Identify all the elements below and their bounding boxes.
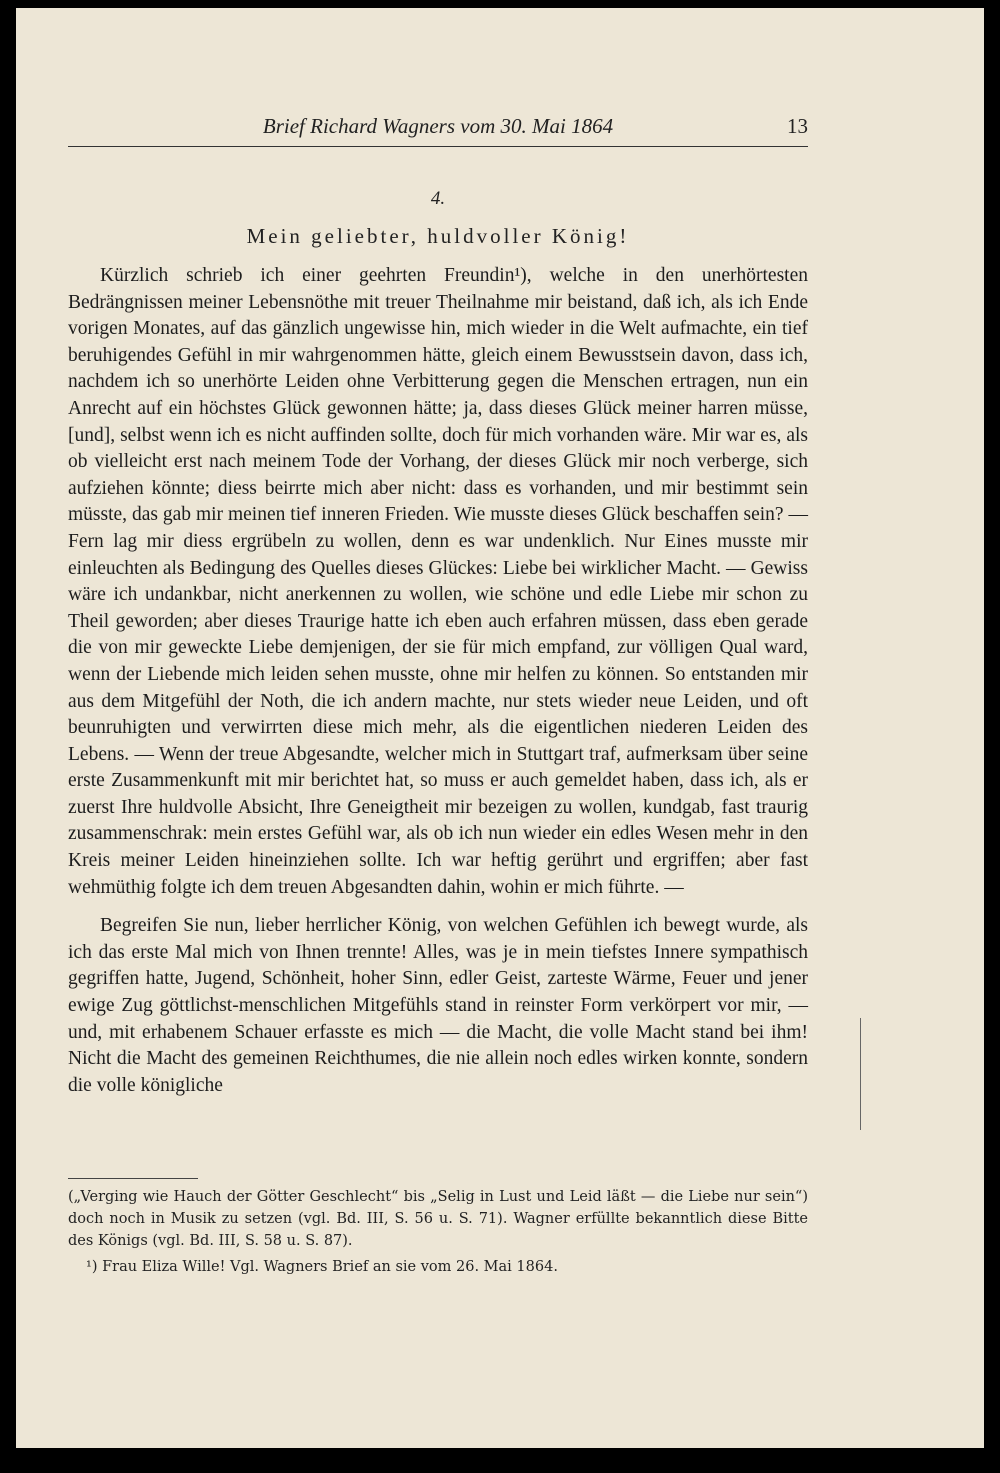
- letter-body: [68, 263, 808, 1099]
- footnote-text: Frau Eliza Wille! Vgl. Wagners Brief an sie vom 26. Mai 1864.: [102, 1259, 558, 1275]
- paragraph: Kürzlich schrieb ich einer geehrten Freundin¹), welche in den unerhörtesten Bedrängnissen meiner Lebensnöthe mit treuer Theilnahme mir beistand, daß ich, als ich Ende vorigen Monates, auf das gänzlich ungewisse hin, mich wieder in die Welt aufmachte, ein tief beruhigendes Gefühl in mir wahrgenommen hätte, gleich einem Bewusstsein davon, dass ich, nachdem ich so unerhörte Leiden ohne Verbitterung gegen die Menschen ertragen, nun ein Anrecht auf ein höchstes Glück gewonnen hätte; ja, dass dieses Glück meiner harren müsse, [und], selbst wenn ich es nicht auffinden sollte, doch für mich vorhanden wäre. Mir war es, als ob vielleicht erst nach meinem Tode der Vorhang, der dieses Glück mir noch verberge, sich aufziehen könnte; diess beirrte mich aber nicht: dass es vorhanden, und mir bestimmt sein müsste, das gab mir meinen tief inneren Frieden. Wie musste dieses Glück beschaffen sein? — Fern lag mir diess ergrübeln zu wollen, denn es war undenklich. Nur Eines musste mir einleuchten als Bedingung des Quelles dieses Glückes: Liebe bei wirklicher Macht. — Gewiss wäre ich undankbar, nicht anerkennen zu wollen, wie schöne und edle Liebe mir schon zu Theil geworden; aber dieses Traurige hatte ich eben auch erfahren müssen, dass eben gerade die von mir geweckte Liebe demjenigen, der sie für mich empfand, zur völligen Qual ward, wenn der Liebende mich leiden sehen musste, ohne mir helfen zu können. So entstanden mir aus dem Mitgefühl der Noth, die ich andern machte, nur stets wieder neue Leiden, und oft beunruhigten und verwirrten diese mich mehr, als die eigentlichen niederen Leiden des Lebens. — Wenn der treue Abgesandte, welcher mich in Stuttgart traf, aufmerksam über seine erste Zusammenkunft mit mir berichtet hat, so muss er auch gemeldet haben, dass ich, als er zuerst Ihre huldvolle Absicht, Ihre Geneigtheit mir bezeigen zu wollen, kundgab, fast traurig zusammenschrak: mein erstes Gefühl war, als ob ich nun wieder ein edles Wesen mehr in den Kreis meiner Leiden hineinziehen sollte. Ich war heftig gerührt und ergriffen; aber fast wehmüthig folgte ich dem treuen Abgesandten dahin, wohin er mich führte. —: [68, 265, 808, 898]
- paragraph: Begreifen Sie nun, lieber herrlicher König, von welchen Gefühlen ich bewegt wurde, als ich das erste Mal mich von Ihnen trennte! Alles, was je in mein tiefstes Innere sympathisch gegriffen hatte, Jugend, Schönheit, hoher Sinn, edler Geist, zarteste Wärme, Feuer und jener ewige Zug göttlichst-menschlichen Mitgefühls stand in reinster Form verkörpert vor mir, — und, mit erhabenem Schauer erfasste es mich — die Macht, die volle Macht stand bei ihm! Nicht die Macht des gemeinen Reichthumes, die nie allein noch edles wirken konnte, sondern die volle königliche: [68, 915, 808, 1096]
- margin-pencil-mark: [860, 1018, 861, 1130]
- footnote-continued: („Verging wie Hauch der Götter Geschlecht“ bis „Selig in Lust und Leid läßt — die Liebe nur sein“) doch noch in Musik zu setzen (vgl. Bd. III, S. 56 u. S. 71). Wagner erfüllte bekanntlich diese Bitte des Königs (vgl. Bd. III, S. 58 u. S. 87).: [68, 1189, 808, 1249]
- footnote-marker: ¹): [86, 1259, 98, 1275]
- footnotes: [68, 1186, 808, 1278]
- page-number: 13: [787, 114, 808, 138]
- running-header: [68, 114, 808, 147]
- footnote-separator: [68, 1178, 198, 1179]
- salutation: Mein geliebter, huldvoller König!: [246, 224, 630, 248]
- footnote-1: [68, 1256, 808, 1278]
- letter-number: 4.: [430, 188, 446, 209]
- header-title: Brief Richard Wagners vom 30. Mai 1864: [262, 114, 614, 138]
- book-page: [16, 8, 984, 1448]
